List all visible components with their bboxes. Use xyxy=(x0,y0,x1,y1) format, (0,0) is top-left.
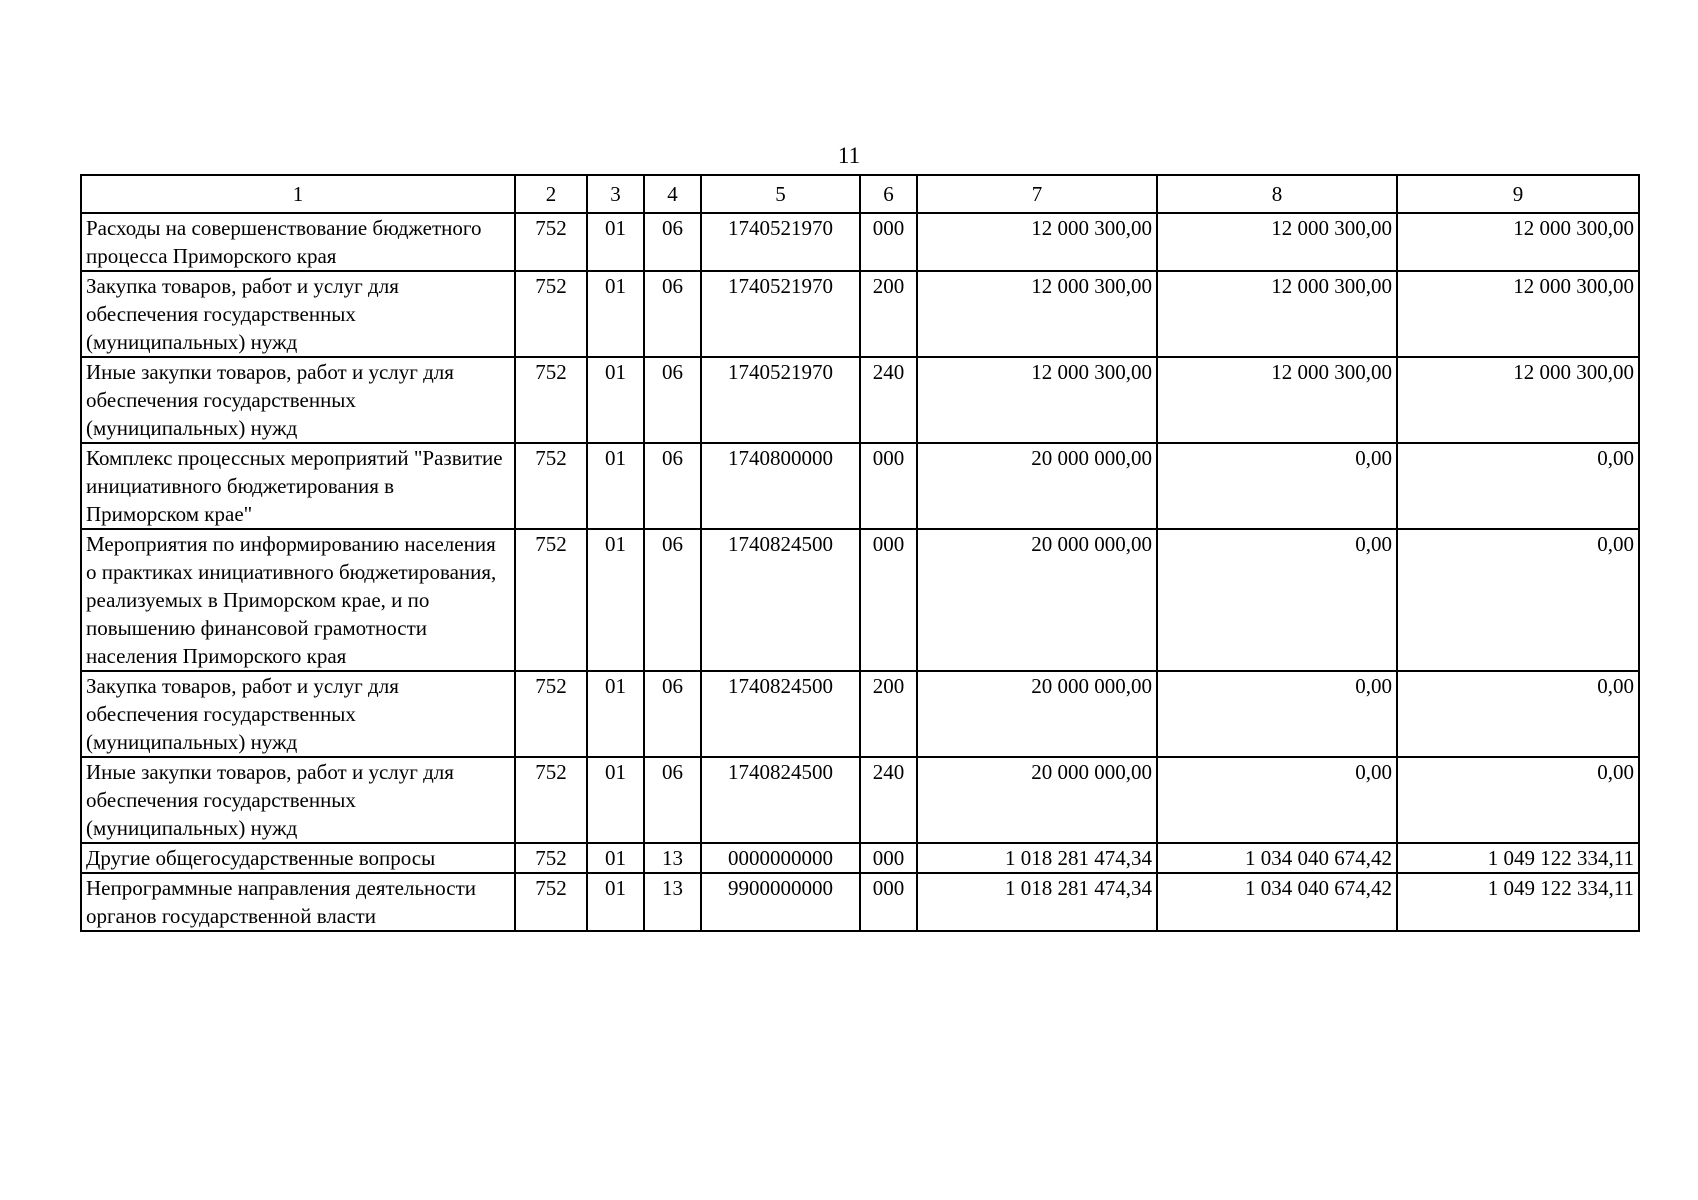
code-4: 06 xyxy=(644,529,701,671)
budget-table xyxy=(80,174,1640,932)
column-header-2: 2 xyxy=(515,175,587,213)
code-5: 1740824500 xyxy=(701,671,860,757)
table-row xyxy=(81,213,1639,271)
column-header-3: 3 xyxy=(587,175,644,213)
code-5: 1740521970 xyxy=(701,213,860,271)
code-4: 06 xyxy=(644,213,701,271)
table-row xyxy=(81,271,1639,357)
row-name: Иные закупки товаров, работ и услуг для обеспечения государственных (муниципальных) нужд xyxy=(81,757,515,843)
amount-8: 12 000 300,00 xyxy=(1157,213,1397,271)
code-6: 000 xyxy=(860,213,917,271)
code-3: 01 xyxy=(587,357,644,443)
row-name: Другие общегосударственные вопросы xyxy=(81,843,515,873)
column-header-9: 9 xyxy=(1397,175,1639,213)
code-6: 000 xyxy=(860,843,917,873)
table-row xyxy=(81,529,1639,671)
code-5: 0000000000 xyxy=(701,843,860,873)
code-4: 06 xyxy=(644,357,701,443)
amount-9: 0,00 xyxy=(1397,757,1639,843)
table-row xyxy=(81,671,1639,757)
code-4: 06 xyxy=(644,671,701,757)
amount-8: 0,00 xyxy=(1157,529,1397,671)
amount-8: 0,00 xyxy=(1157,757,1397,843)
code-3: 01 xyxy=(587,757,644,843)
code-5: 1740824500 xyxy=(701,529,860,671)
code-5: 1740521970 xyxy=(701,271,860,357)
amount-8: 12 000 300,00 xyxy=(1157,271,1397,357)
amount-8: 0,00 xyxy=(1157,443,1397,529)
code-4: 13 xyxy=(644,873,701,931)
code-2: 752 xyxy=(515,213,587,271)
code-5: 9900000000 xyxy=(701,873,860,931)
amount-7: 12 000 300,00 xyxy=(917,271,1157,357)
code-3: 01 xyxy=(587,843,644,873)
code-4: 06 xyxy=(644,757,701,843)
page-number: 11 xyxy=(837,143,861,168)
amount-8: 1 034 040 674,42 xyxy=(1157,873,1397,931)
column-header-1: 1 xyxy=(81,175,515,213)
table-row xyxy=(81,357,1639,443)
table-row xyxy=(81,843,1639,873)
column-header-8: 8 xyxy=(1157,175,1397,213)
code-3: 01 xyxy=(587,873,644,931)
amount-7: 12 000 300,00 xyxy=(917,357,1157,443)
table-row xyxy=(81,873,1639,931)
amount-8: 0,00 xyxy=(1157,671,1397,757)
amount-9: 0,00 xyxy=(1397,671,1639,757)
row-name: Иные закупки товаров, работ и услуг для обеспечения государственных (муниципальных) нужд xyxy=(81,357,515,443)
amount-9: 0,00 xyxy=(1397,529,1639,671)
code-3: 01 xyxy=(587,271,644,357)
code-3: 01 xyxy=(587,671,644,757)
amount-9: 12 000 300,00 xyxy=(1397,357,1639,443)
code-5: 1740521970 xyxy=(701,357,860,443)
code-2: 752 xyxy=(515,757,587,843)
column-header-7: 7 xyxy=(917,175,1157,213)
amount-9: 1 049 122 334,11 xyxy=(1397,843,1639,873)
code-6: 240 xyxy=(860,757,917,843)
code-6: 000 xyxy=(860,873,917,931)
amount-7: 1 018 281 474,34 xyxy=(917,843,1157,873)
amount-9: 12 000 300,00 xyxy=(1397,271,1639,357)
column-header-4: 4 xyxy=(644,175,701,213)
table-row xyxy=(81,757,1639,843)
code-2: 752 xyxy=(515,443,587,529)
code-2: 752 xyxy=(515,271,587,357)
amount-7: 20 000 000,00 xyxy=(917,757,1157,843)
row-name: Закупка товаров, работ и услуг для обеспечения государственных (муниципальных) нужд xyxy=(81,671,515,757)
amount-9: 0,00 xyxy=(1397,443,1639,529)
code-4: 06 xyxy=(644,271,701,357)
code-2: 752 xyxy=(515,843,587,873)
amount-7: 12 000 300,00 xyxy=(917,213,1157,271)
amount-7: 20 000 000,00 xyxy=(917,443,1157,529)
code-6: 240 xyxy=(860,357,917,443)
code-5: 1740824500 xyxy=(701,757,860,843)
amount-7: 1 018 281 474,34 xyxy=(917,873,1157,931)
code-6: 000 xyxy=(860,443,917,529)
amount-7: 20 000 000,00 xyxy=(917,529,1157,671)
code-2: 752 xyxy=(515,357,587,443)
row-name: Закупка товаров, работ и услуг для обеспечения государственных (муниципальных) нужд xyxy=(81,271,515,357)
amount-9: 1 049 122 334,11 xyxy=(1397,873,1639,931)
code-4: 06 xyxy=(644,443,701,529)
code-3: 01 xyxy=(587,213,644,271)
row-name: Комплекс процессных мероприятий "Развитие инициативного бюджетирования в Приморском крае" xyxy=(81,443,515,529)
row-name: Расходы на совершенствование бюджетного процесса Приморского края xyxy=(81,213,515,271)
table-row xyxy=(81,443,1639,529)
column-header-6: 6 xyxy=(860,175,917,213)
row-name: Мероприятия по информированию населения о практиках инициативного бюджетирования, реализуемых в Приморском крае, и по повышению финансовой грамотности населения Приморского края xyxy=(81,529,515,671)
code-2: 752 xyxy=(515,671,587,757)
column-header-5: 5 xyxy=(701,175,860,213)
row-name: Непрограммные направления деятельности органов государственной власти xyxy=(81,873,515,931)
code-2: 752 xyxy=(515,529,587,671)
amount-9: 12 000 300,00 xyxy=(1397,213,1639,271)
amount-7: 20 000 000,00 xyxy=(917,671,1157,757)
code-6: 200 xyxy=(860,671,917,757)
code-3: 01 xyxy=(587,529,644,671)
code-6: 200 xyxy=(860,271,917,357)
amount-8: 1 034 040 674,42 xyxy=(1157,843,1397,873)
code-3: 01 xyxy=(587,443,644,529)
code-2: 752 xyxy=(515,873,587,931)
code-6: 000 xyxy=(860,529,917,671)
code-4: 13 xyxy=(644,843,701,873)
amount-8: 12 000 300,00 xyxy=(1157,357,1397,443)
header-row xyxy=(81,175,1639,213)
code-5: 1740800000 xyxy=(701,443,860,529)
